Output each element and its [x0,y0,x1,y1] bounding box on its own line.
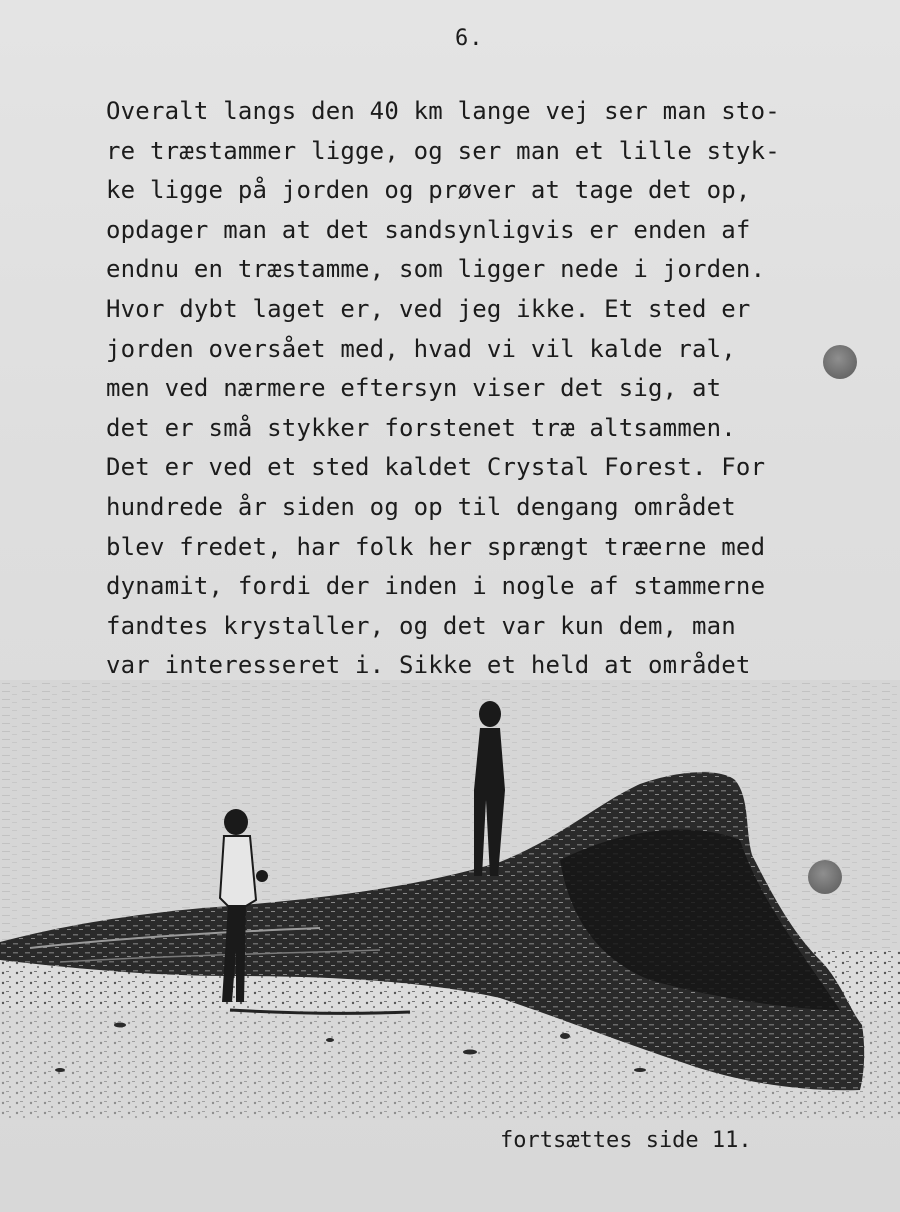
text-line: re træstammer ligge, og ser man et lille styk- [106,136,780,165]
text-line: var interesseret i. Sikke et held at området [106,651,751,680]
punch-hole-top [823,345,857,379]
text-line: Det er ved et sted kaldet Crystal Forest. For [106,453,766,482]
petrified-log-photo [0,680,900,1120]
punch-hole-bottom [808,860,842,894]
text-line: ke ligge på jorden og prøver at tage det op, [106,176,751,205]
text-line: fandtes krystaller, og det var kun dem, man [106,611,736,640]
text-line: men ved nærmere eftersyn viser det sig, at [106,374,722,403]
body-text [106,92,876,686]
text-line: Hvor dybt laget er, ved jeg ikke. Et sted er [106,294,751,323]
text-line: opdager man at det sandsynligvis er enden af [106,215,751,244]
text-line: dynamit, fordi der inden i nogle af stammerne [106,572,766,601]
continued-note: fortsættes side 11. [500,1128,752,1153]
text-line: endnu en træstamme, som ligger nede i jorden. [106,255,766,284]
text-line: Overalt langs den 40 km lange vej ser man sto- [106,97,780,125]
text-line: hundrede år siden og op til dengang området [106,492,736,521]
text-line: jorden oversået med, hvad vi vil kalde ral, [106,334,736,363]
text-line: det er små stykker forstenet træ altsammen. [106,413,736,442]
text-line: blev fredet, har folk her sprængt træerne med [106,532,766,561]
page-number: 6. [455,26,484,51]
